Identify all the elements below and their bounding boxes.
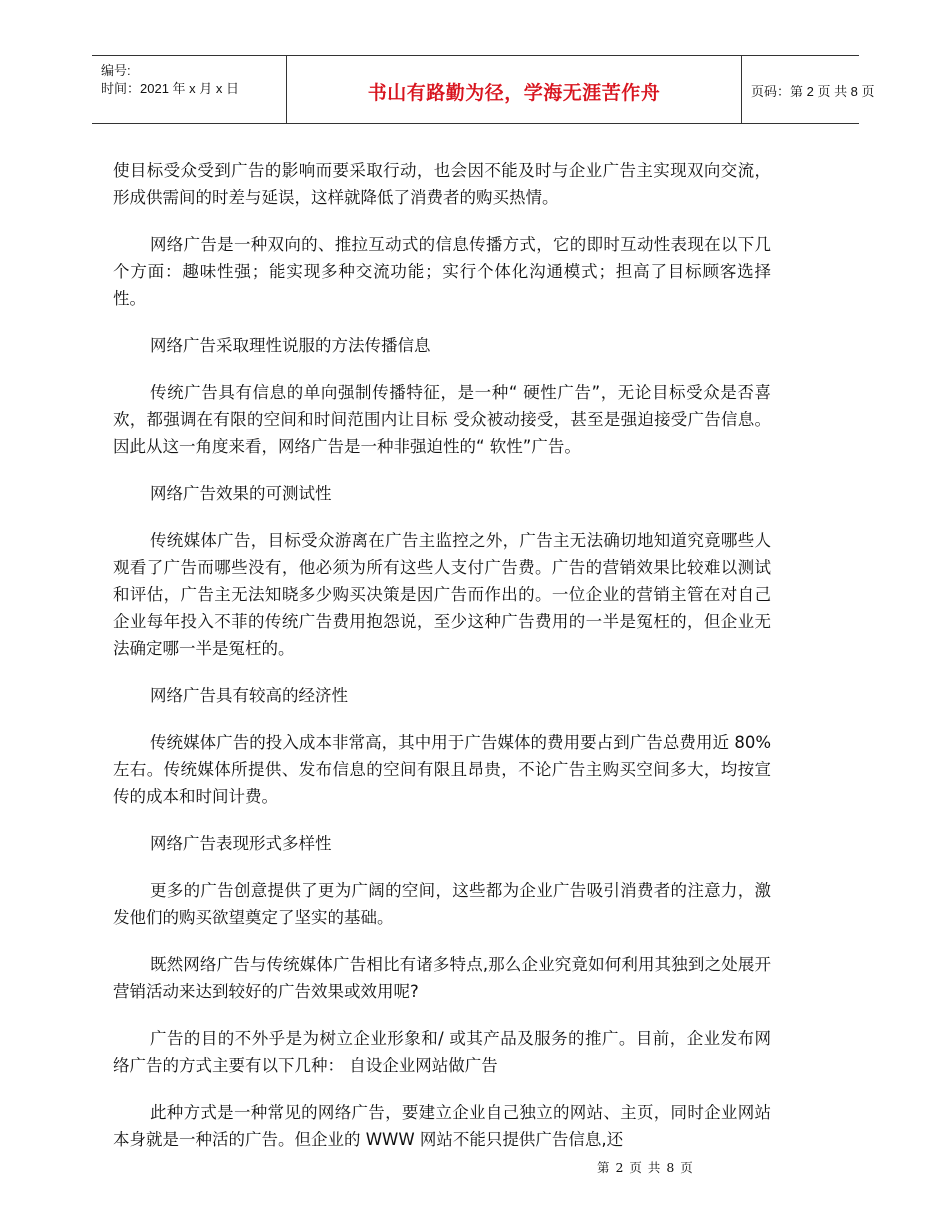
body-paragraph: 传统媒体广告的投入成本非常高，其中用于广告媒体的费用要占到广告总费用近 80% 左右。传统媒体所提供、发布信息的空间有限且昂贵，不论广告主购买空间多大，均按宣传的成本和时间计费。 (113, 733, 771, 806)
document-number-label: 编号: (101, 63, 131, 78)
header-page-cell (741, 56, 875, 123)
header-motto: 书山有路勤为径，学海无涯苦作舟 (367, 82, 661, 104)
section-heading: 网络广告效果的可测试性 (150, 484, 332, 503)
header-meta (92, 56, 286, 123)
section-heading: 网络广告具有较高的经济性 (150, 686, 348, 705)
body-paragraph: 广告的目的不外乎是为树立企业形象和/ 或其产品及服务的推广。目前，企业发布网络广告的方式主要有以下几种： 自设企业网站做广告 (113, 1029, 771, 1075)
page-footer: 第 2 页 共 8 页 (597, 1160, 693, 1175)
document-body (113, 157, 771, 1173)
document-time-label: 时间：2021 年 x 月 x 日 (101, 81, 239, 96)
body-paragraph: 使目标受众受到广告的影响而要采取行动，也会因不能及时与企业广告主实现双向交流，形成供需间的时差与延误，这样就降低了消费者的购买热情。 (113, 161, 771, 207)
body-paragraph: 此种方式是一种常见的网络广告，要建立企业自己独立的网站、主页，同时企业网站本身就是一种活的广告。但企业的 WWW 网站不能只提供广告信息,还 (113, 1103, 771, 1149)
section-heading: 网络广告采取理性说服的方法传播信息 (150, 336, 431, 355)
body-paragraph: 传统广告具有信息的单向强制传播特征，是一种“ 硬性广告”，无论目标受众是否喜欢，都强调在有限的空间和时间范围内让目标 受众被动接受，甚至是强迫接受广告信息。因此从这一角度来看，网络广告是一种非强迫性的“ 软性”广告。 (113, 383, 771, 456)
body-paragraph: 更多的广告创意提供了更为广阔的空间，这些都为企业广告吸引消费者的注意力，激发他们的购买欲望奠定了坚实的基础。 (113, 881, 771, 927)
page-header (92, 55, 875, 124)
section-heading: 网络广告表现形式多样性 (150, 834, 332, 853)
body-paragraph: 既然网络广告与传统媒体广告相比有诸多特点,那么企业究竟如何利用其独到之处展开营销活动来达到较好的广告效果或效用呢? (113, 955, 771, 1001)
header-motto-cell (286, 56, 742, 123)
header-page-number: 页码：第 2 页 共 8 页 (751, 84, 875, 99)
body-paragraph: 网络广告是一种双向的、推拉互动式的信息传播方式，它的即时互动性表现在以下几个方面：趣味性强；能实现多种交流功能；实行个体化沟通模式；担高了目标顾客选择性。 (113, 235, 771, 308)
body-paragraph: 传统媒体广告，目标受众游离在广告主监控之外，广告主无法确切地知道究竟哪些人观看了广告而哪些没有，他必须为所有这些人支付广告费。广告的营销效果比较难以测试和评估，广告主无法知晓多少购买决策是因广告而作出的。一位企业的营销主管在对自己企业每年投入不菲的传统广告费用抱怨说，至少这种广告费用的一半是冤枉的，但企业无法确定哪一半是冤枉的。 (113, 531, 771, 658)
